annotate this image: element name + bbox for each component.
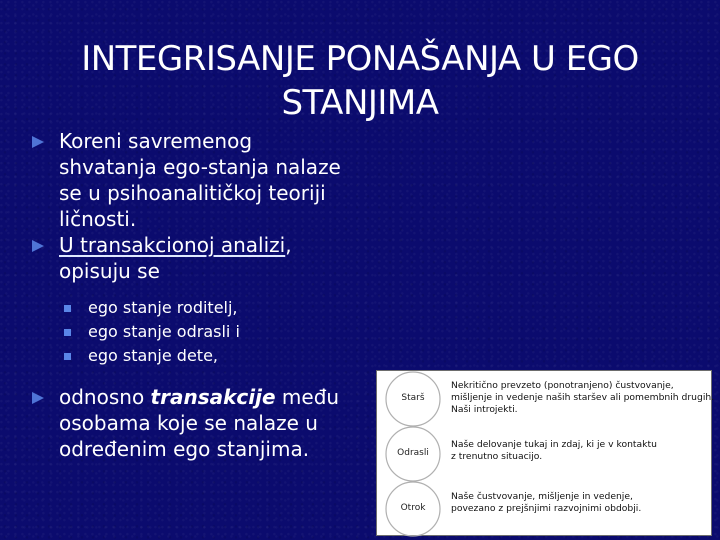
- description-line: Nekritično prevzeto (ponotranjeno) čustvovanje,: [451, 380, 674, 391]
- arrow-bullet-icon: [32, 392, 44, 404]
- bullet-text-line: opisuju se: [59, 259, 160, 283]
- bullet-text-line: osobama koje se nalaze u: [59, 411, 318, 435]
- sub-bullet-text: ego stanje odrasli i: [88, 322, 240, 341]
- sub-bullet-item: [64, 320, 377, 344]
- sub-bullet-item: [64, 344, 377, 368]
- title-line-1: INTEGRISANJE PONAŠANJA U EGO: [81, 38, 639, 79]
- transactional-analysis-link[interactable]: U transakcionoj analizi: [59, 233, 286, 257]
- bullet-text-line: određenim ego stanjima.: [59, 437, 310, 461]
- description-line: z trenutno situacijo.: [451, 451, 543, 462]
- bullet-list: [32, 128, 377, 462]
- bullet-text-line: ličnosti.: [59, 207, 137, 231]
- sub-bullet-item: [64, 296, 377, 320]
- square-bullet-icon: [64, 329, 71, 336]
- bullet-text-line: [59, 232, 377, 258]
- sub-bullet-text: ego stanje roditelj,: [88, 298, 238, 317]
- parent-state-description: [451, 380, 714, 416]
- bullet-item-roots: [32, 128, 377, 232]
- bullet-text-line: se u psihoanalitičkoj teoriji: [59, 181, 326, 205]
- description-line: Naše čustvovanje, mišljenje in vedenje,: [451, 491, 633, 502]
- ego-state-sublist: [32, 296, 377, 368]
- bullet-suffix: među: [275, 385, 340, 409]
- arrow-bullet-icon: [32, 240, 44, 252]
- title-line-2: STANJIMA: [281, 82, 439, 123]
- adult-state-description: [451, 439, 657, 463]
- transactions-emphasis: transakcije: [150, 385, 276, 409]
- sub-bullet-text: ego stanje dete,: [88, 346, 219, 365]
- square-bullet-icon: [64, 305, 71, 312]
- square-bullet-icon: [64, 353, 71, 360]
- bullet-text-line: shvatanja ego-stanja nalaze: [59, 155, 341, 179]
- description-line: Naše delovanje tukaj in zdaj, ki je v kontaktu: [451, 439, 657, 450]
- parent-state-label: Starš: [401, 393, 425, 403]
- bullet-text-line: [59, 384, 377, 410]
- bullet-item-transactions: [32, 384, 377, 462]
- arrow-bullet-icon: [32, 136, 44, 148]
- bullet-item-transactional-analysis: [32, 232, 377, 284]
- comma-text: ,: [285, 233, 292, 257]
- ego-states-diagram: [376, 370, 715, 536]
- bullet-text-line: Koreni savremenog: [59, 129, 253, 153]
- description-line: povezano z prejšnjimi razvojnimi obdobji.: [451, 503, 642, 514]
- description-line: Naši introjekti.: [451, 404, 518, 415]
- adult-state-label: Odrasli: [397, 448, 429, 458]
- slide-title: [0, 37, 720, 125]
- bullet-prefix: odnosno: [59, 385, 151, 409]
- description-line: mišljenje in vedenje naših staršev ali pomembnih drugih.: [451, 392, 715, 403]
- child-state-label: Otrok: [400, 503, 426, 513]
- child-state-description: [451, 491, 641, 515]
